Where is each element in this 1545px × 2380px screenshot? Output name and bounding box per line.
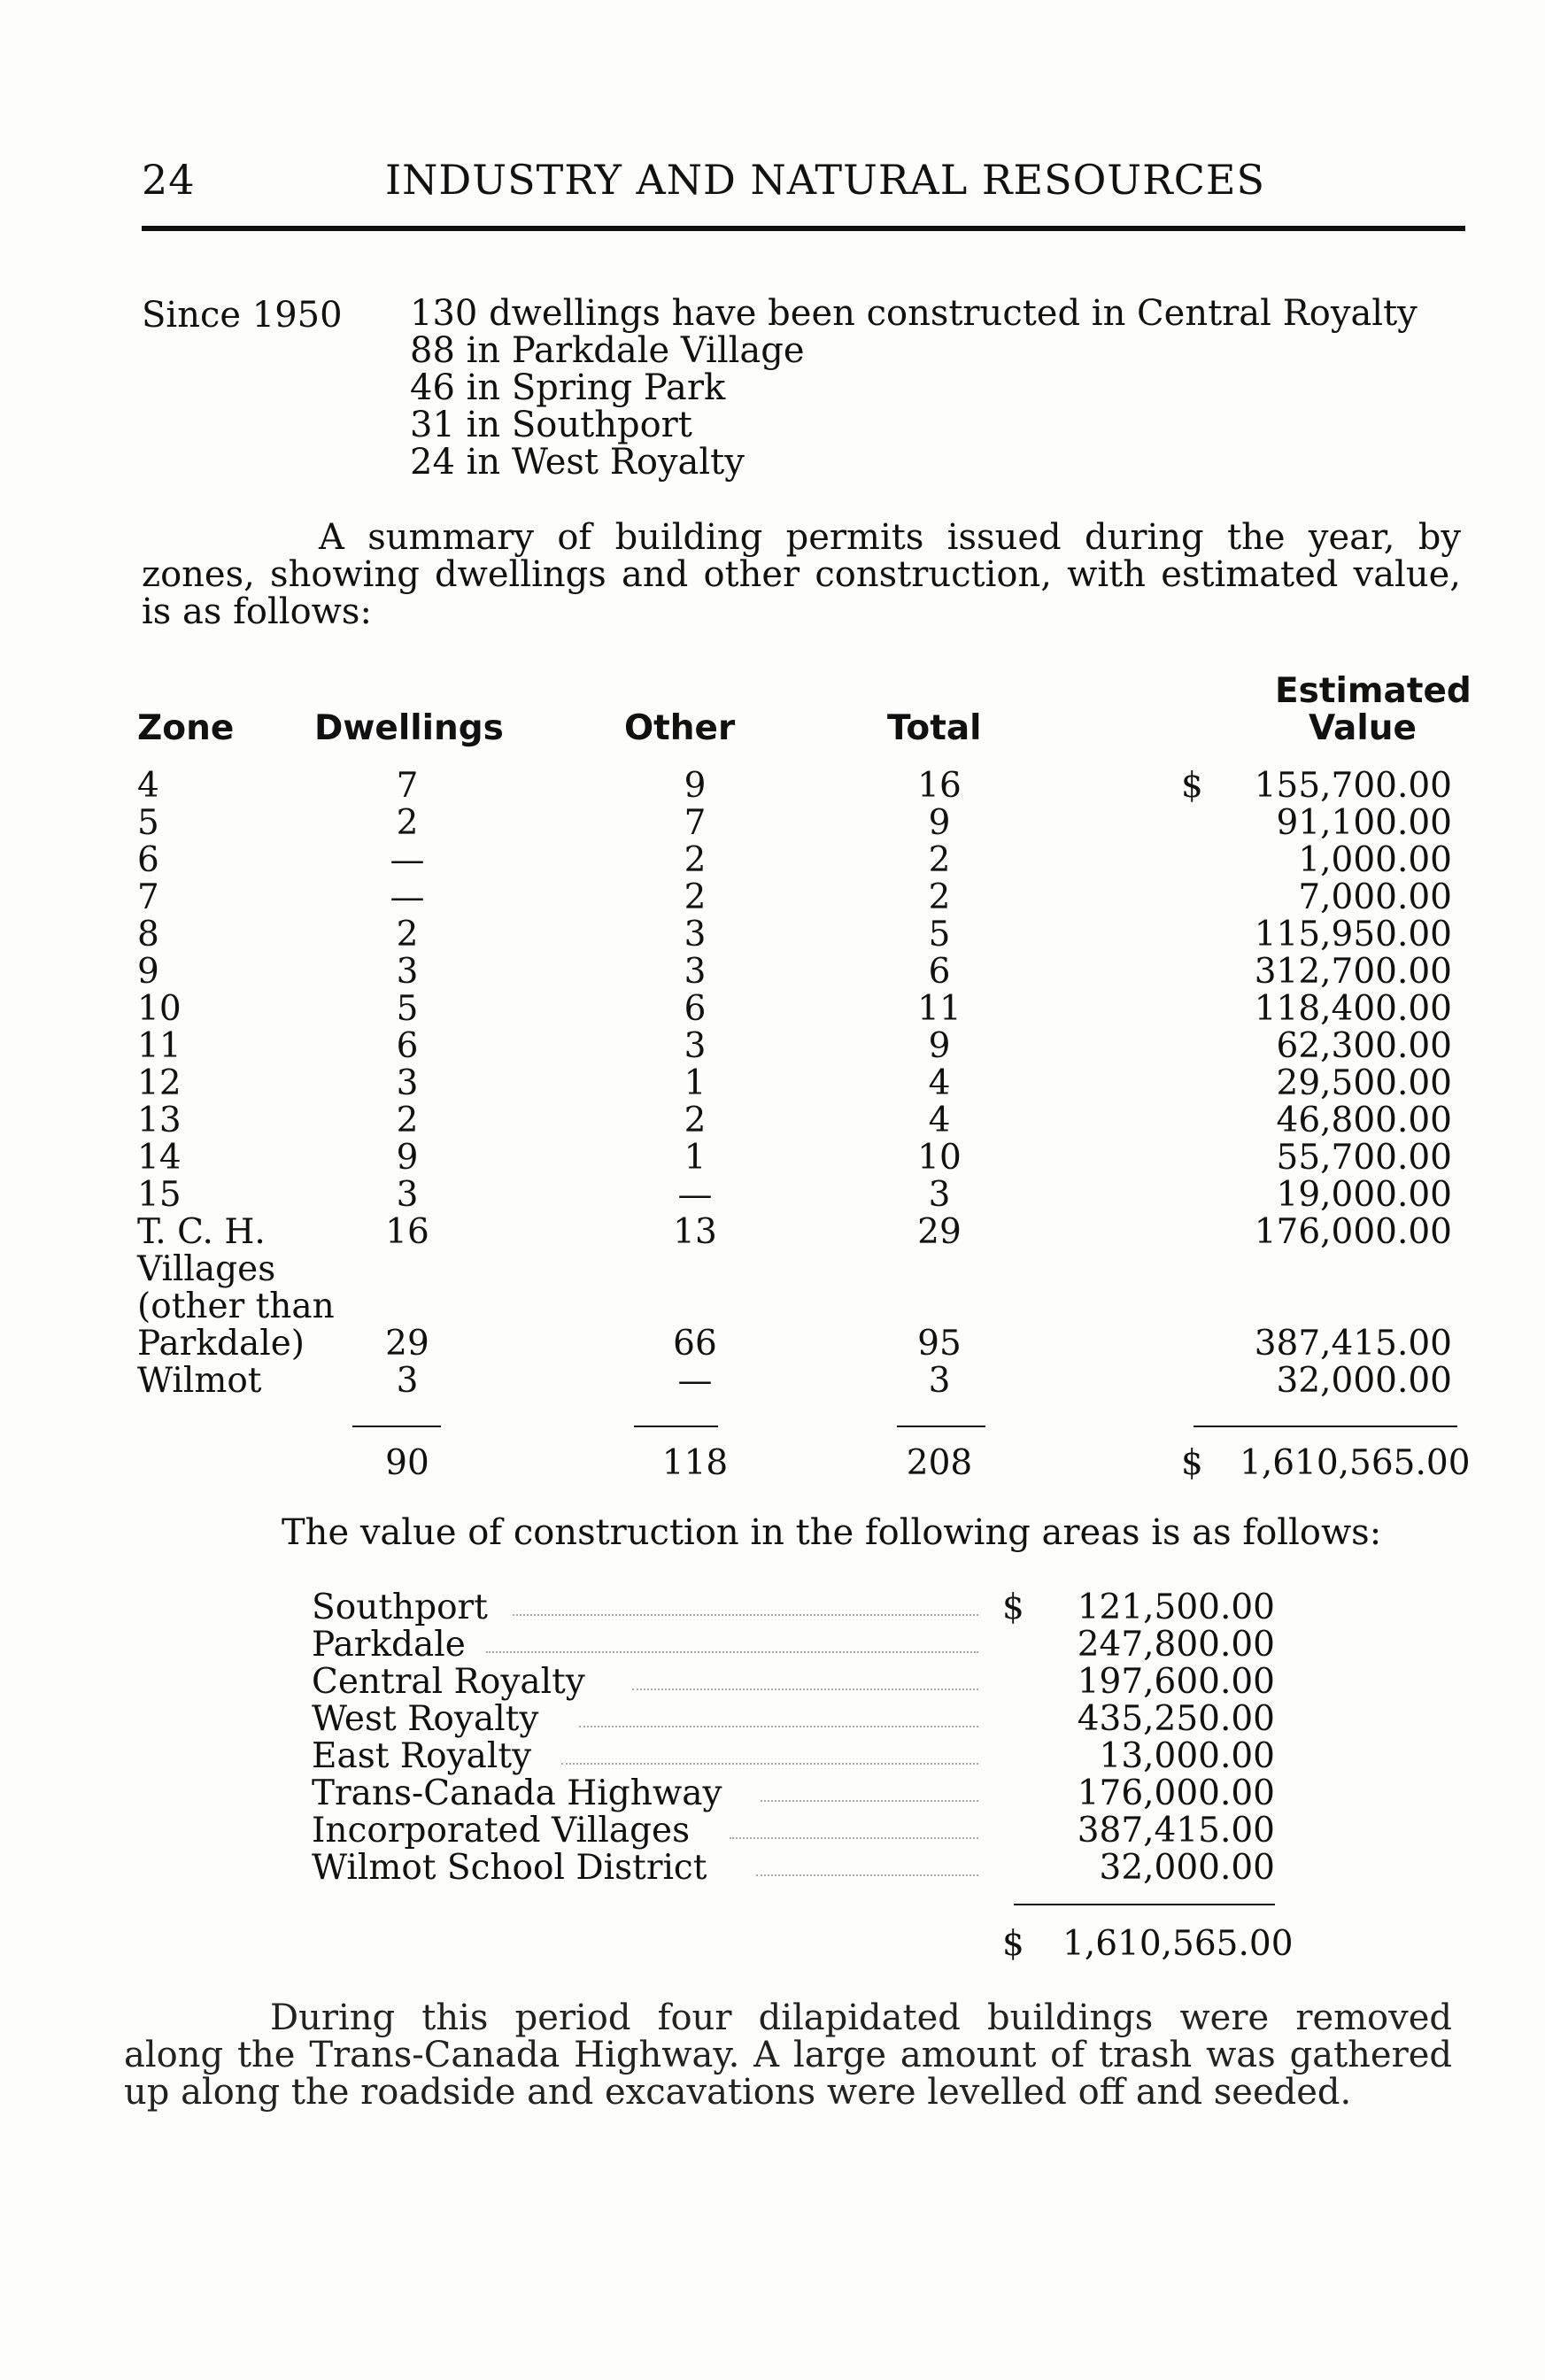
total-cell: 29	[917, 1212, 962, 1252]
other-cell: 2	[684, 877, 707, 917]
area-value: 32,000.00	[1099, 1848, 1275, 1888]
area-row	[0, 1773, 1545, 1811]
table-row	[0, 877, 1545, 915]
other-cell: 1	[684, 1138, 707, 1178]
dwellings-cell: —	[390, 877, 425, 917]
page-number: 24	[142, 156, 196, 204]
totals-row	[0, 1443, 1545, 1483]
underline-value	[1194, 1426, 1457, 1427]
value-cell: 115,950.00	[1254, 915, 1452, 954]
dot-leader	[513, 1612, 978, 1616]
area-value: 121,500.00	[1077, 1588, 1275, 1627]
area-name: Trans-Canada Highway	[312, 1773, 722, 1813]
value-cell: 312,700.00	[1254, 952, 1452, 992]
table-row	[0, 1212, 1545, 1252]
header-rule	[142, 226, 1465, 231]
areas-total-value: 1,610,565.00	[1062, 1924, 1294, 1964]
col-header-other: Other	[624, 708, 736, 748]
area-row	[0, 1588, 1545, 1625]
other-cell: 7	[684, 803, 707, 843]
since-line: 130 dwellings have been constructed in Central Royalty	[410, 293, 1418, 334]
zone-cell: Wilmot	[137, 1361, 262, 1401]
table-row	[0, 1138, 1545, 1178]
total-dollar-sign: $	[1181, 1443, 1203, 1483]
total-cell: 3	[928, 1361, 951, 1401]
since-line: 46 in Spring Park	[410, 367, 726, 408]
area-row	[0, 1848, 1545, 1888]
value-cell: 55,700.00	[1276, 1138, 1452, 1178]
total-cell: 9	[928, 1026, 951, 1066]
since-label: Since 1950	[142, 295, 343, 336]
col-header-value-line1: Estimated	[1275, 671, 1472, 711]
dwellings-cell: —	[390, 840, 425, 880]
other-cell: —	[677, 1175, 713, 1215]
area-value: 387,415.00	[1077, 1811, 1275, 1851]
area-name: Parkdale	[312, 1625, 466, 1665]
total-cell: 95	[917, 1324, 962, 1364]
dwellings-cell: 3	[396, 1175, 419, 1215]
total-cell: 10	[917, 1138, 962, 1178]
underline-areas-total	[1014, 1904, 1275, 1905]
underline-total	[897, 1426, 985, 1427]
zone-cell: 8	[137, 915, 159, 954]
area-value: 13,000.00	[1099, 1736, 1275, 1776]
dwellings-cell: 2	[396, 1101, 419, 1140]
col-header-dwellings: Dwellings	[314, 708, 504, 748]
zone-cell: 6	[137, 840, 159, 880]
total-cell: 2	[928, 877, 951, 917]
total-value: 1,610,565.00	[1240, 1443, 1471, 1483]
since-line: 31 in Southport	[410, 405, 692, 445]
running-header	[142, 156, 1465, 209]
other-cell: —	[677, 1361, 713, 1401]
zone-cell: Villages	[137, 1249, 276, 1289]
dwellings-cell: 16	[385, 1212, 429, 1252]
dwellings-cell: 3	[396, 1063, 419, 1103]
dwellings-cell: 29	[385, 1324, 429, 1364]
area-name: Incorporated Villages	[312, 1811, 691, 1851]
area-dollar-sign: $	[1002, 1588, 1024, 1627]
area-name: East Royalty	[312, 1736, 532, 1776]
total-total: 208	[906, 1443, 973, 1483]
table-row	[0, 1101, 1545, 1138]
table-row	[0, 1287, 1545, 1324]
value-cell: 91,100.00	[1276, 803, 1452, 843]
other-cell: 66	[673, 1324, 717, 1364]
total-cell: 9	[928, 803, 951, 843]
dwellings-cell: 9	[396, 1138, 419, 1178]
zone-cell: 5	[137, 803, 159, 843]
table-row	[0, 1026, 1545, 1066]
total-cell: 2	[928, 840, 951, 880]
page-title: INDUSTRY AND NATURAL RESOURCES	[385, 156, 1266, 204]
area-value: 435,250.00	[1077, 1699, 1275, 1739]
value-cell: 7,000.00	[1298, 877, 1452, 917]
value-cell: 19,000.00	[1276, 1175, 1452, 1215]
dollar-sign: $	[1181, 766, 1203, 806]
dot-leader	[632, 1687, 978, 1690]
zone-cell: 14	[137, 1138, 182, 1178]
total-cell: 5	[928, 915, 951, 954]
dwellings-cell: 3	[396, 1361, 419, 1401]
other-cell: 2	[684, 840, 707, 880]
dot-leader	[730, 1835, 978, 1839]
table-row	[0, 1361, 1545, 1401]
area-name: Southport	[312, 1588, 488, 1627]
table-row	[0, 989, 1545, 1029]
table-row	[0, 1063, 1545, 1101]
value-cell: 32,000.00	[1276, 1361, 1452, 1401]
underline-dwellings	[352, 1426, 441, 1427]
value-cell: 62,300.00	[1276, 1026, 1452, 1066]
closing-paragraph: During this period four dilapidated buildings were removed along the Trans-Canada Highway. A large amount of trash was gathered up along the roadside and excavations were levelled off and seeded.	[124, 1998, 1452, 2113]
table-row	[0, 1175, 1545, 1215]
other-cell: 3	[684, 952, 707, 992]
table-row	[0, 952, 1545, 992]
col-header-zone: Zone	[137, 708, 235, 748]
value-cell: 29,500.00	[1276, 1063, 1452, 1103]
value-cell: 46,800.00	[1276, 1101, 1452, 1140]
dwellings-cell: 2	[396, 803, 419, 843]
dwellings-cell: 5	[396, 989, 419, 1029]
table-row	[0, 766, 1545, 806]
dwellings-cell: 3	[396, 952, 419, 992]
areas-total-row	[0, 1924, 1545, 1964]
zone-cell: 4	[137, 766, 159, 806]
since-line: 24 in West Royalty	[410, 442, 745, 483]
dot-leader	[756, 1873, 978, 1876]
area-name: Wilmot School District	[312, 1848, 707, 1888]
total-cell: 11	[917, 989, 962, 1029]
zone-cell: 11	[137, 1026, 182, 1066]
area-row	[0, 1736, 1545, 1776]
table-row	[0, 1249, 1545, 1287]
area-value: 247,800.00	[1077, 1625, 1275, 1665]
area-value: 197,600.00	[1077, 1662, 1275, 1702]
table-row	[0, 1324, 1545, 1364]
area-value: 176,000.00	[1077, 1773, 1275, 1813]
zone-cell: 15	[137, 1175, 182, 1215]
value-cell: 387,415.00	[1254, 1324, 1452, 1364]
total-cell: 4	[928, 1063, 951, 1103]
area-row	[0, 1625, 1545, 1665]
dwellings-cell: 2	[396, 915, 419, 954]
dwellings-cell: 7	[396, 766, 419, 806]
zone-cell: 7	[137, 877, 159, 917]
areas-intro: The value of construction in the following areas is as follows:	[282, 1512, 1382, 1553]
area-row	[0, 1662, 1545, 1702]
other-cell: 9	[684, 766, 707, 806]
table-row	[0, 840, 1545, 880]
intro-paragraph: A summary of building permits issued during the year, by zones, showing dwellings and other construction, with estimated value, is as follows:	[142, 517, 1461, 632]
area-name: Central Royalty	[312, 1662, 585, 1702]
dwellings-cell: 6	[396, 1026, 419, 1066]
zone-cell: 13	[137, 1101, 182, 1140]
total-cell: 3	[928, 1175, 951, 1215]
value-cell: 1,000.00	[1298, 840, 1452, 880]
area-row	[0, 1699, 1545, 1739]
area-name: West Royalty	[312, 1699, 539, 1739]
zone-cell: 12	[137, 1063, 182, 1103]
total-other: 118	[661, 1443, 729, 1483]
value-cell: 118,400.00	[1254, 989, 1452, 1029]
value-cell: 176,000.00	[1254, 1212, 1452, 1252]
area-row	[0, 1811, 1545, 1851]
other-cell: 3	[684, 1026, 707, 1066]
col-header-value-line2: Value	[1309, 708, 1417, 748]
other-cell: 1	[684, 1063, 707, 1103]
total-cell: 16	[917, 766, 962, 806]
zone-cell: 9	[137, 952, 159, 992]
total-cell: 6	[928, 952, 951, 992]
table-row	[0, 803, 1545, 843]
dot-leader	[761, 1798, 978, 1802]
since-list	[410, 295, 1418, 481]
zone-cell: (other than	[137, 1287, 335, 1326]
dot-leader	[486, 1650, 978, 1653]
dot-leader	[579, 1724, 978, 1727]
zone-cell: T. C. H.	[137, 1212, 266, 1252]
col-header-total: Total	[887, 708, 982, 748]
table-row	[0, 915, 1545, 952]
other-cell: 6	[684, 989, 707, 1029]
dot-leader	[561, 1761, 978, 1765]
underline-other	[634, 1426, 718, 1427]
zone-cell: Parkdale)	[137, 1324, 305, 1364]
since-line: 88 in Parkdale Village	[410, 330, 805, 371]
areas-total-dollar-sign: $	[1002, 1924, 1024, 1964]
other-cell: 2	[684, 1101, 707, 1140]
other-cell: 3	[684, 915, 707, 954]
total-cell: 4	[928, 1101, 951, 1140]
other-cell: 13	[673, 1212, 717, 1252]
value-cell: 155,700.00	[1254, 766, 1452, 806]
zone-cell: 10	[137, 989, 182, 1029]
total-dwellings: 90	[385, 1443, 429, 1483]
